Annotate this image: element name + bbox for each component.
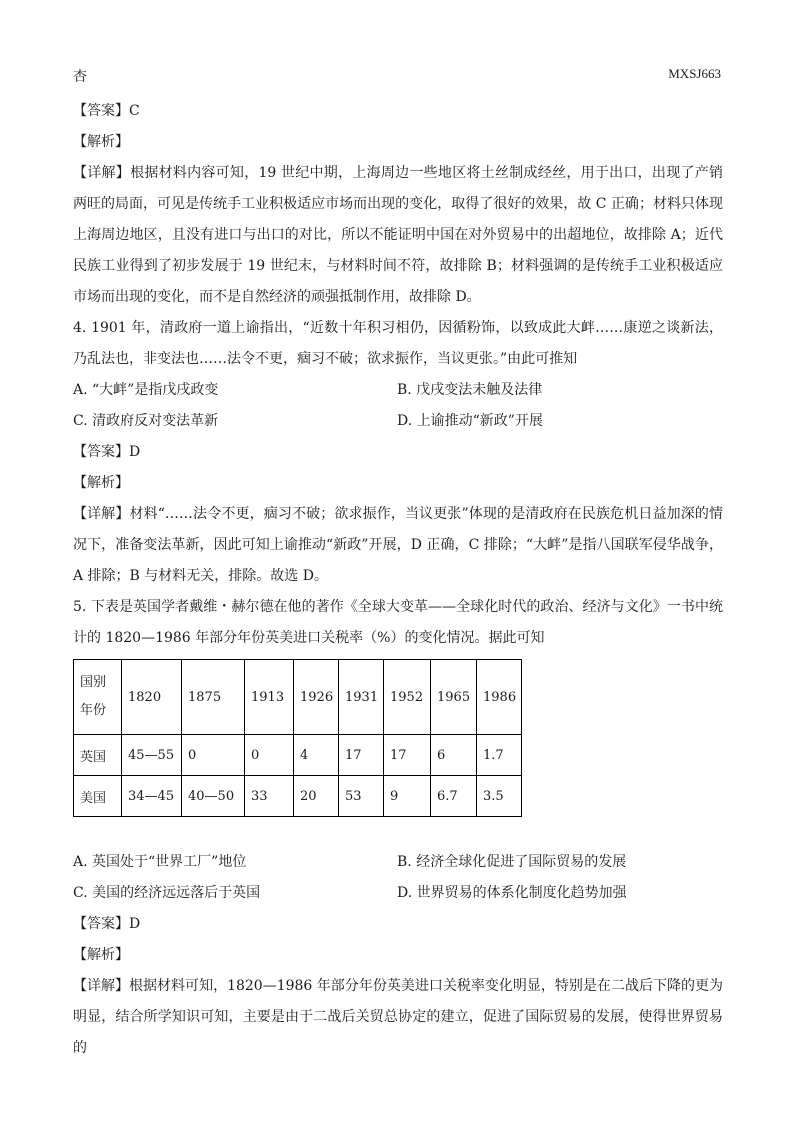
q4-option-c: C. 清政府反对变法革新 <box>73 413 219 429</box>
q4-analysis-label: 【解析】 <box>73 475 129 491</box>
table-cell: 3.5 <box>477 776 522 817</box>
table-cell: 6 <box>431 735 477 776</box>
q4-option-b: B. 戊戌变法未触及法律 <box>397 382 543 398</box>
q5-option-b: B. 经济全球化促进了国际贸易的发展 <box>397 854 627 870</box>
q5-options <box>73 847 723 909</box>
table-cell: 40—50 <box>182 776 245 817</box>
country-cell: 美国 <box>74 776 122 817</box>
q4-option-a: A. “大衅”是指戊戌政变 <box>73 382 219 398</box>
table-cell: 17 <box>384 735 431 776</box>
q5-detail: 【详解】根据材料可知，1820—1986 年部分年份英美进口关税率变化明显，特别是在二战后下降的更为明显，结合所学知识可知，主要是由于二战后关贸总协定的建立，促进了国际贸易的发展，使得世界贸易的 <box>73 978 723 1056</box>
country-cell: 英国 <box>74 735 122 776</box>
q3-answer: 【答案】C <box>73 103 140 119</box>
year-header: 1913 <box>245 660 294 735</box>
q5-analysis-label: 【解析】 <box>73 947 129 963</box>
q4-stem: 4. 1901 年，清政府一道上谕指出，“近数十年积习相仍，因循粉饰，以致成此大衅……康逆之谈新法，乃乱法也，非变法也……法令不更，痼习不破；欲求振作，当议更张。”由此可推知 <box>73 320 723 367</box>
q5-option-c: C. 美国的经济远远落后于英国 <box>73 885 261 901</box>
q5-stem: 5. 下表是英国学者戴维・赫尔德在他的著作《全球大变革——全球化时代的政治、经济与文化》一书中统计的 1820—1986 年部分年份英美进口关税率（%）的变化情况。据此可知 <box>73 599 723 646</box>
corner-country-label: 国别 <box>80 675 107 690</box>
q4-answer: 【答案】D <box>73 444 141 460</box>
year-header: 1931 <box>339 660 384 735</box>
table-row <box>74 735 522 776</box>
table-cell: 20 <box>294 776 339 817</box>
tariff-table <box>73 659 522 817</box>
year-header: 1986 <box>477 660 522 735</box>
tariff-table-header-row <box>74 660 522 735</box>
q5-option-d: D. 世界贸易的体系化制度化趋势加强 <box>397 885 627 901</box>
q5-answer: 【答案】D <box>73 916 141 932</box>
year-header: 1820 <box>122 660 182 735</box>
year-header: 1952 <box>384 660 431 735</box>
year-header: 1875 <box>182 660 245 735</box>
tariff-table-corner <box>74 660 122 735</box>
year-header: 1965 <box>431 660 477 735</box>
table-cell: 1.7 <box>477 735 522 776</box>
table-cell: 0 <box>245 735 294 776</box>
year-header: 1926 <box>294 660 339 735</box>
q4-options <box>73 375 723 437</box>
corner-year-label: 年份 <box>80 703 107 718</box>
table-cell: 45—55 <box>122 735 182 776</box>
table-cell: 0 <box>182 735 245 776</box>
q3-detail: 【详解】根据材料内容可知，19 世纪中期，上海周边一些地区将土丝制成经丝，用于出口，出现了产销两旺的局面，可见是传统手工业积极适应市场而出现的变化，取得了很好的效果，故 C 正确；材料只体现上海周边地区，且没有进口与出口的对比，所以不能证明中国在对外贸易中的出超地位，故排除 A；近代民族工业得到了初步发展于 19 世纪末，与材料时间不符，故排除 B；材料强调的是传统手工业积极适应市场而出现的变化，而不是自然经济的顽强抵制作用，故排除 D。 <box>73 165 723 305</box>
table-cell: 6.7 <box>431 776 477 817</box>
table-cell: 4 <box>294 735 339 776</box>
table-cell: 17 <box>339 735 384 776</box>
header-doc-code: MXSJ663 <box>668 66 721 81</box>
q5-option-a: A. 英国处于“世界工厂”地位 <box>73 854 247 870</box>
header-left-text: 杏 <box>73 69 87 85</box>
table-cell: 9 <box>384 776 431 817</box>
document-body <box>73 96 723 1064</box>
table-cell: 33 <box>245 776 294 817</box>
table-cell: 53 <box>339 776 384 817</box>
q4-detail: 【详解】材料“……法令不更，痼习不破；欲求振作，当议更张”体现的是清政府在民族危机日益加深的情况下，准备变法革新，因此可知上谕推动“新政”开展，D 正确，C 排除；“大衅”是指八国联军侵华战争，A 排除；B 与材料无关，排除。故选 D。 <box>73 506 723 584</box>
q3-analysis-label: 【解析】 <box>73 134 129 150</box>
q4-option-d: D. 上谕推动“新政”开展 <box>397 413 543 429</box>
table-cell: 34—45 <box>122 776 182 817</box>
table-row <box>74 776 522 817</box>
